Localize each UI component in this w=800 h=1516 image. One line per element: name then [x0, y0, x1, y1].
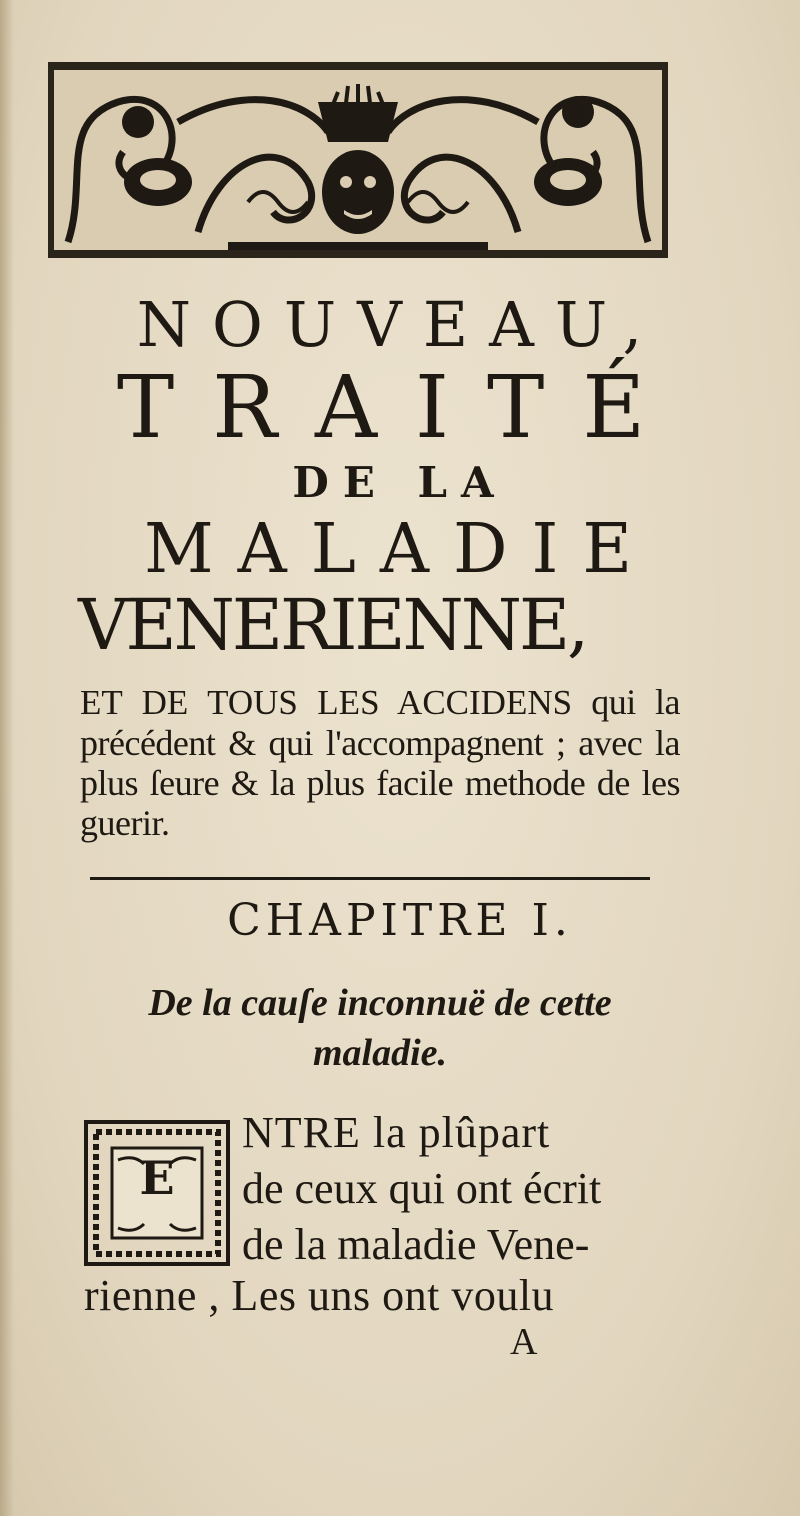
subtitle-block — [80, 682, 680, 843]
signature-mark: A — [510, 1321, 538, 1363]
chapter-title: De la cauſe inconnuë de cette maladie. — [148, 982, 612, 1074]
title-line-venerienne: VENERIENNE, — [78, 584, 587, 666]
page-spine-shadow — [0, 0, 14, 1516]
drop-cap-letter: E — [139, 1151, 175, 1205]
title-line-traite: TRAITÉ — [116, 358, 684, 458]
subtitle-text: qui la précédent & qui l'accompagnent ; avec la plus ſeure & la plus facile methode de les guerir. — [80, 682, 680, 843]
title-line-maladie: MALADIE — [143, 510, 657, 589]
chapter-heading: CHAPITRE I. — [227, 895, 573, 946]
horizontal-rule — [90, 877, 650, 880]
body-line: NTRE la plûpart — [242, 1108, 551, 1157]
subtitle-caps: ET DE TOUS LES ACCIDENS — [80, 683, 573, 722]
title-line-nouveau: NOUVEAU, — [136, 288, 664, 361]
headpiece-ornament — [48, 62, 668, 258]
title-line-de-la: DE LA — [292, 458, 508, 507]
body-continuation: rienne , Les uns ont voulu — [84, 1271, 555, 1320]
body-line: de ceux qui ont écrit — [242, 1164, 602, 1213]
body-line: de la maladie Vene- — [242, 1220, 590, 1269]
body-text — [242, 1105, 670, 1273]
